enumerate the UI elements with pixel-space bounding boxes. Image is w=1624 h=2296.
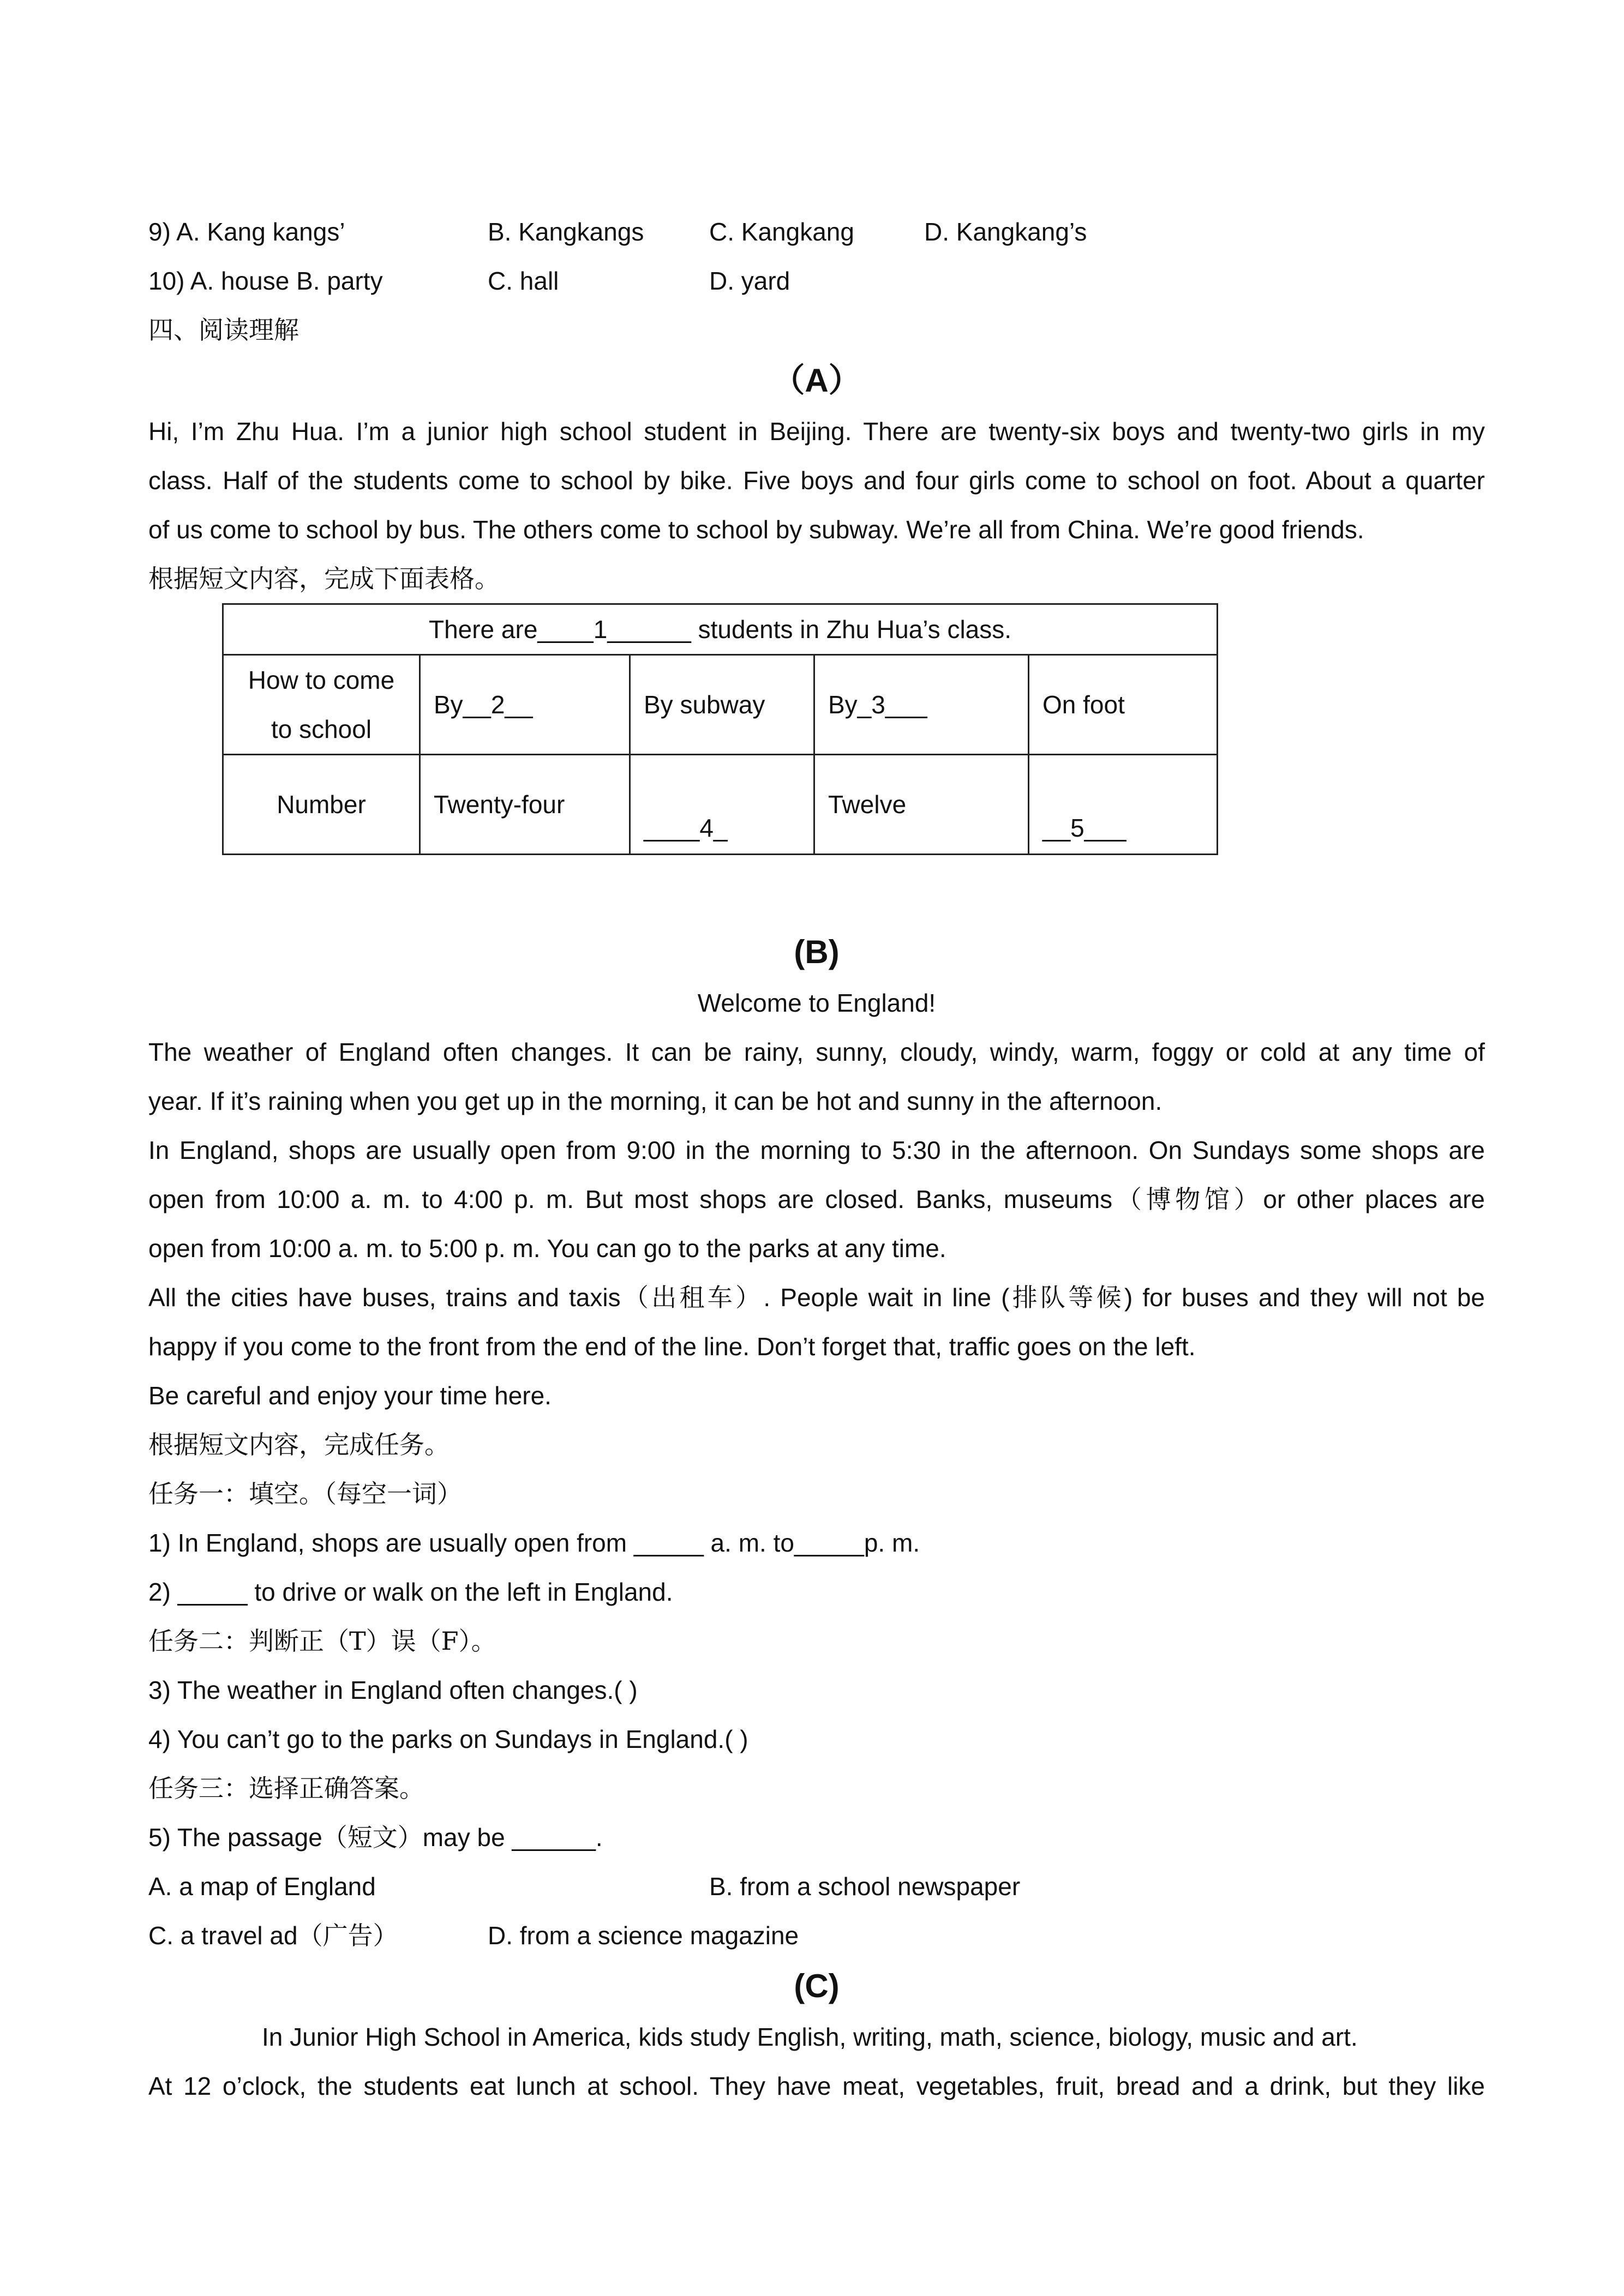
option-5a: A. a map of England	[148, 1872, 376, 1901]
passage-b-instruction: 根据短文内容，完成任务。	[148, 1430, 450, 1459]
passage-a-line-2: class. Half of the students come to school by bike. Five boys and four girls come to school on foot. About a quarter	[148, 466, 1485, 495]
passage-b-p3-line-1: All the cities have buses, trains and taxis（出租车）. People wait in line (排队等候) for buses and they will not be	[148, 1283, 1485, 1312]
passage-c-line-2: At 12 o’clock, the students eat lunch at school. They have meat, vegetables, fruit, bread and a drink, but they like	[148, 2072, 1485, 2100]
table-cell-by-blank-3: By_3___	[814, 655, 1029, 755]
question-5-options-row-2	[148, 1911, 1485, 1960]
option-9c: C. Kangkang	[709, 218, 854, 246]
table-cell-by-blank-2: By__2__	[420, 655, 630, 755]
option-5b: B. from a school newspaper	[709, 1872, 1021, 1901]
passage-a-line-1: Hi, I’m Zhu Hua. I’m a junior high school student in Beijing. There are twenty-six boys and twenty-two girls in my	[148, 417, 1485, 446]
option-5d: D. from a science magazine	[488, 1921, 799, 1950]
task-1-title: 任务一：填空。（每空一词）	[148, 1479, 462, 1508]
question-4: 4) You can’t go to the parks on Sundays in England.( )	[148, 1725, 748, 1753]
passage-b-title: Welcome to England!	[697, 989, 936, 1017]
section-title: 四、阅读理解	[148, 315, 299, 345]
option-10ab: 10) A. house B. party	[148, 267, 383, 295]
worksheet-content	[148, 207, 1485, 2111]
table-cell-by-subway: By subway	[630, 655, 814, 755]
option-10c: C. hall	[488, 267, 559, 295]
passage-a-table	[222, 603, 1218, 855]
passage-a-heading: （A）	[772, 362, 861, 399]
table-cell-blank-4: ____4_	[630, 755, 814, 855]
question-3: 3) The weather in England often changes.( )	[148, 1676, 638, 1704]
table-cell-number: Number	[223, 755, 420, 855]
table-cell-how-to-come: How to come to school	[223, 655, 420, 755]
table-header-cell: There are____1______ students in Zhu Hua’s class.	[223, 604, 1218, 655]
passage-b-p1-line-1: The weather of England often changes. It can be rainy, sunny, cloudy, windy, warm, foggy or cold at any time of	[148, 1038, 1485, 1066]
question-9-options	[148, 207, 1485, 256]
question-2: 2) _____ to drive or walk on the left in England.	[148, 1578, 673, 1606]
option-5c: C. a travel ad（广告）	[148, 1921, 398, 1950]
table-cell-blank-5: __5___	[1029, 755, 1218, 855]
passage-b-p2-line-2: open from 10:00 a. m. to 4:00 p. m. But most shops are closed. Banks, museums（博物馆）or other places are	[148, 1185, 1485, 1213]
option-10d: D. yard	[709, 267, 790, 295]
passage-c-heading: (C)	[794, 1968, 840, 2004]
task-3-title: 任务三：选择正确答案。	[148, 1774, 424, 1803]
option-9d: D. Kangkang’s	[924, 218, 1087, 246]
table-cell-on-foot: On foot	[1029, 655, 1218, 755]
table-cell-twelve: Twelve	[814, 755, 1029, 855]
passage-b-p2-line-1: In England, shops are usually open from 9:00 in the morning to 5:30 in the afternoon. On Sundays some shops are	[148, 1136, 1485, 1164]
passage-b-p1-line-2: year. If it’s raining when you get up in the morning, it can be hot and sunny in the afternoon.	[148, 1087, 1162, 1115]
passage-a-line-3: of us come to school by bus. The others come to school by subway. We’re all from China. We’re good friends.	[148, 515, 1364, 544]
question-10-options	[148, 256, 1485, 305]
task-2-title: 任务二：判断正（T）误（F）。	[148, 1626, 496, 1656]
option-9b: B. Kangkangs	[488, 218, 644, 246]
passage-b-heading: (B)	[794, 934, 840, 970]
passage-b-p2-line-3: open from 10:00 a. m. to 5:00 p. m. You can go to the parks at any time.	[148, 1234, 946, 1263]
passage-b-p3-line-2: happy if you come to the front from the end of the line. Don’t forget that, traffic goes on the left.	[148, 1332, 1196, 1361]
question-5-options-row-1	[148, 1862, 1485, 1911]
passage-c-line-1: In Junior High School in America, kids study English, writing, math, science, biology, music and art.	[262, 2023, 1358, 2051]
table-cell-twenty-four: Twenty-four	[420, 755, 630, 855]
passage-b-p4: Be careful and enjoy your time here.	[148, 1381, 552, 1410]
question-5: 5) The passage（短文）may be ______.	[148, 1823, 603, 1852]
option-9a: 9) A. Kang kangs’	[148, 218, 345, 246]
question-1: 1) In England, shops are usually open from _____ a. m. to_____p. m.	[148, 1529, 920, 1557]
spacer	[148, 855, 1485, 926]
passage-a-instruction: 根据短文内容，完成下面表格。	[148, 564, 500, 593]
